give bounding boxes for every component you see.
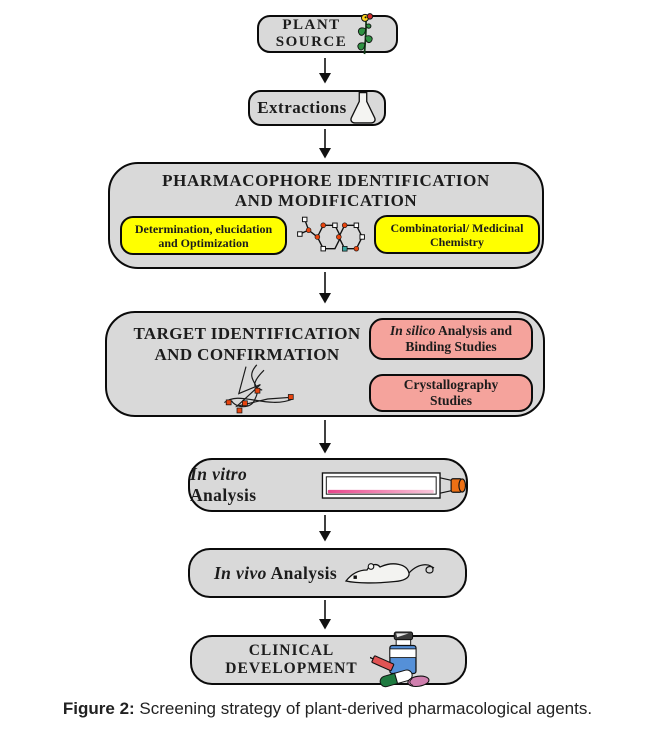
insilico-italic-text: In silico (390, 323, 436, 338)
figure-caption (0, 699, 655, 719)
medicine-bottle-pills-icon (370, 631, 432, 689)
combinatorial-line2: Chemistry (430, 234, 484, 249)
pharmacophore-title-line1: PHARMACOPHORE IDENTIFICATION (162, 171, 490, 190)
clinical-line1: CLINICAL (248, 642, 335, 659)
flower-icon (353, 12, 379, 57)
target-title (111, 323, 383, 365)
node-target-identification (105, 311, 545, 417)
down-arrow (318, 129, 332, 159)
erlenmeyer-flask-icon (349, 91, 377, 125)
target-title-line1: TARGET IDENTIFICATION (133, 324, 361, 343)
insilico-line2: Binding Studies (405, 339, 497, 354)
down-arrow (318, 515, 332, 542)
insilico-rest-text: Analysis and (435, 323, 512, 338)
subnode-determination-elucidation (120, 216, 287, 255)
mouse-icon (341, 558, 441, 588)
subnode-crystallography (369, 374, 533, 412)
node-pharmacophore (108, 162, 544, 269)
plant-source-label (276, 17, 348, 51)
crystallography-line2: Studies (429, 393, 473, 408)
in-vitro-label (190, 464, 314, 506)
in-vitro-italic-text: In vitro (190, 464, 248, 484)
node-clinical-development (190, 635, 467, 685)
node-plant-source (257, 15, 398, 53)
in-vivo-label (214, 563, 337, 584)
molecule-icon (294, 207, 370, 270)
determination-line2: and Optimization (158, 235, 249, 250)
down-arrow (318, 58, 332, 84)
down-arrow (318, 272, 332, 304)
down-arrow (318, 420, 332, 454)
insilico-line1 (390, 323, 512, 339)
pharmacophore-title-line2: AND MODIFICATION (234, 191, 418, 210)
down-arrow (318, 600, 332, 630)
node-in-vivo (188, 548, 467, 598)
in-vitro-rest-text: Analysis (190, 485, 257, 505)
determination-line1: Determination, elucidation (134, 221, 273, 236)
protein-structure-icon (207, 363, 303, 422)
culture-flask-icon (321, 470, 466, 501)
pharmacophore-title (110, 171, 542, 211)
clinical-label (225, 642, 357, 678)
crystallography-line1: Crystallography (403, 377, 499, 392)
node-extractions (248, 90, 386, 126)
figure-caption-text: Screening strategy of plant-derived pharmacological agents. (134, 699, 593, 718)
in-vivo-rest-text: Analysis (266, 562, 338, 583)
target-title-line2: AND CONFIRMATION (154, 345, 340, 364)
subnode-combinatorial-chemistry (374, 215, 540, 254)
clinical-line2: DEVELOPMENT (225, 660, 358, 677)
figure-caption-label: Figure 2: (62, 699, 135, 718)
node-in-vitro (188, 458, 468, 512)
extractions-label: Extractions (257, 98, 347, 117)
subnode-insilico-binding (369, 318, 533, 360)
plant-source-line2: SOURCE (275, 34, 348, 50)
combinatorial-line1: Combinatorial/ Medicinal (390, 220, 524, 235)
in-vivo-italic-text: In vivo (213, 562, 267, 583)
plant-source-line1: PLANT (282, 17, 341, 33)
